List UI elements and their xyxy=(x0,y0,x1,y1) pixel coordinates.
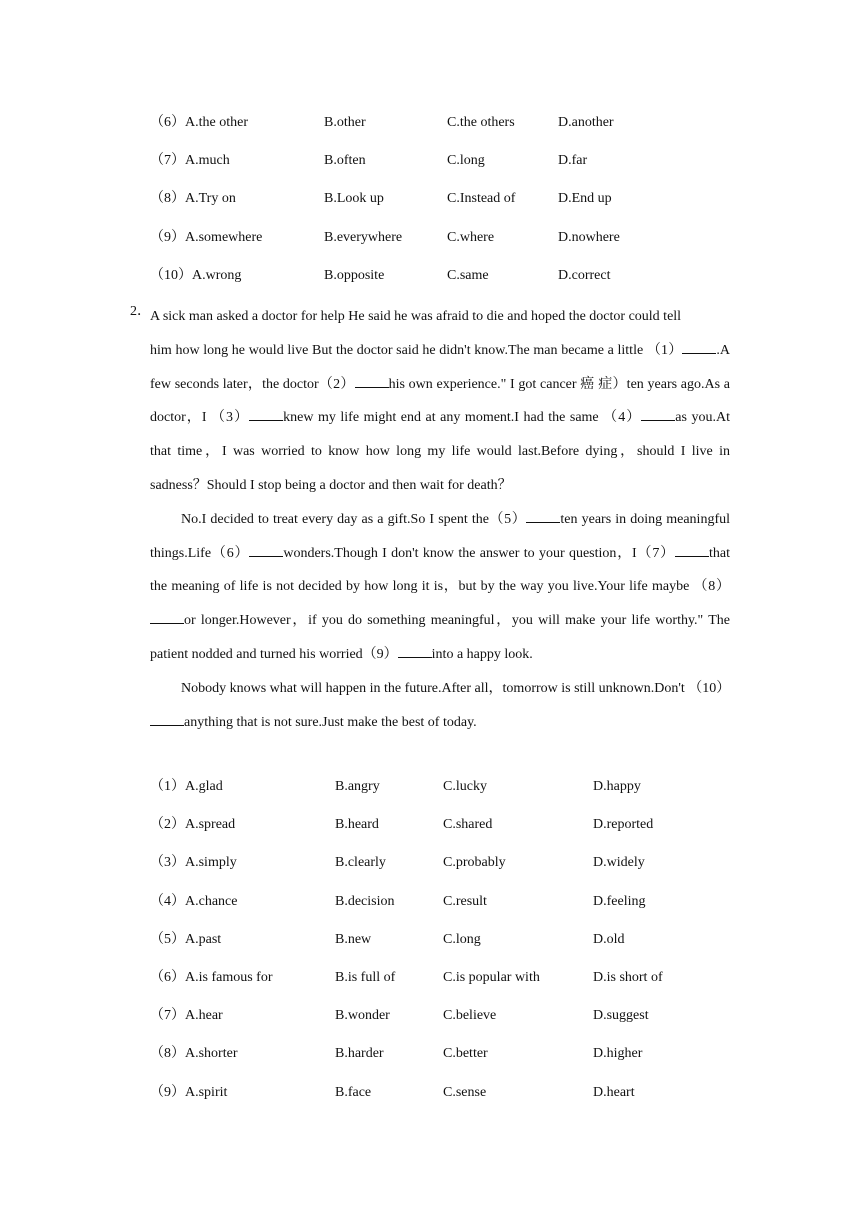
cloze-passage xyxy=(150,300,730,739)
option-b: B.other xyxy=(324,115,366,130)
passage-text: him how long he would live But the doctor said he didn't know.The man became a little （1） xyxy=(150,342,683,358)
question-number: 2． xyxy=(130,304,151,319)
option-a-text: A.past xyxy=(185,931,222,947)
option-row xyxy=(0,1007,860,1045)
option-b: B.clearly xyxy=(335,855,386,871)
option-c: C.long xyxy=(443,931,481,947)
option-b: B.opposite xyxy=(324,267,385,283)
option-b: B.angry xyxy=(335,779,380,794)
answer-blank xyxy=(526,508,560,523)
answer-blank xyxy=(150,609,184,624)
option-number: （9） xyxy=(150,1084,185,1100)
option-b: B.face xyxy=(335,1084,372,1100)
option-number: （6） xyxy=(150,115,185,130)
option-number: （5） xyxy=(150,931,185,947)
passage-paragraph-2 xyxy=(150,503,730,672)
option-c: C.where xyxy=(447,229,495,245)
option-a-text: A.somewhere xyxy=(185,229,263,245)
option-a xyxy=(150,267,241,285)
option-c: C.better xyxy=(443,1046,488,1062)
option-row xyxy=(0,1045,860,1083)
options-set-1 xyxy=(0,114,860,305)
option-c: C.long xyxy=(447,153,485,169)
passage-text: knew my life might end at any moment.I had the same （4） xyxy=(283,410,642,426)
option-a xyxy=(150,854,237,872)
passage-text: his own experience." I got cancer 癌 症）ten years ago.As a doctor，I （3） xyxy=(150,376,730,426)
option-c: C.sense xyxy=(443,1084,487,1100)
option-c: C.result xyxy=(443,893,487,909)
option-b: B.everywhere xyxy=(324,229,403,245)
option-a-text: A.chance xyxy=(185,893,238,909)
option-a xyxy=(150,1045,238,1063)
option-a-text: A.the other xyxy=(185,115,248,130)
option-a xyxy=(150,893,237,911)
option-d: D.nowhere xyxy=(558,229,620,245)
answer-blank xyxy=(355,373,389,388)
option-c: C.same xyxy=(447,267,489,283)
option-number: （3） xyxy=(150,855,185,871)
option-row xyxy=(0,114,860,152)
passage-text: as you.At that time，I was worried to know how long my life would last.Before dying，should I live in sadness？Should I stop being a doctor and then wait for death？ xyxy=(150,410,730,493)
passage-first-line: A sick man asked a doctor for help He said he was afraid to die and hoped the doctor could tell xyxy=(150,309,682,324)
option-row xyxy=(0,152,860,190)
option-a-text: A.shorter xyxy=(185,1046,238,1062)
option-a xyxy=(150,931,221,949)
option-row xyxy=(0,931,860,969)
option-a-text: A.simply xyxy=(185,855,237,871)
option-a-text: A.much xyxy=(185,153,230,169)
option-b: B.new xyxy=(335,931,372,947)
option-number: （7） xyxy=(150,153,185,169)
option-d: D.widely xyxy=(593,855,645,871)
passage-text: ten years in doing meaningful things.Life（6） xyxy=(150,511,730,561)
option-a-text: A.Try on xyxy=(185,191,236,207)
passage-text: .A few seconds later，the doctor（2） xyxy=(150,342,730,392)
passage-paragraph-3 xyxy=(150,672,730,740)
option-number: （10） xyxy=(150,267,192,283)
answer-blank xyxy=(682,339,716,354)
option-d: D.heart xyxy=(593,1084,635,1100)
option-row xyxy=(0,969,860,1007)
option-number: （7） xyxy=(150,1008,185,1024)
option-number: （6） xyxy=(150,969,185,985)
option-a xyxy=(150,816,235,834)
option-a-text: A.spirit xyxy=(185,1084,228,1100)
option-a xyxy=(150,152,230,170)
option-d: D.another xyxy=(558,115,614,130)
option-row xyxy=(0,893,860,931)
answer-blank xyxy=(150,711,184,726)
option-d: D.End up xyxy=(558,191,612,207)
option-d: D.happy xyxy=(593,779,641,794)
option-d: D.suggest xyxy=(593,1008,649,1024)
option-a xyxy=(150,1007,223,1025)
option-b: B.Look up xyxy=(324,191,384,207)
option-d: D.old xyxy=(593,931,625,947)
option-row xyxy=(0,190,860,228)
option-c: C.the others xyxy=(447,115,515,130)
option-a xyxy=(150,1084,227,1102)
option-a-text: A.is famous for xyxy=(185,969,273,985)
answer-blank xyxy=(249,406,283,421)
option-number: （1） xyxy=(150,779,185,794)
answer-blank xyxy=(398,643,432,658)
option-a-text: A.hear xyxy=(185,1008,223,1024)
passage-text: No.I decided to treat every day as a gift.So I spent the（5） xyxy=(181,511,527,527)
option-c: C.probably xyxy=(443,855,506,871)
option-a xyxy=(150,778,223,796)
option-number: （9） xyxy=(150,229,185,245)
option-c: C.is popular with xyxy=(443,969,540,985)
passage-text: wonders.Though I don't know the answer to your question，I（7） xyxy=(283,545,676,561)
option-c: C.shared xyxy=(443,817,493,833)
option-a xyxy=(150,229,262,247)
option-d: D.reported xyxy=(593,817,654,833)
option-d: D.higher xyxy=(593,1046,643,1062)
option-c: C.Instead of xyxy=(447,191,516,207)
option-c: C.believe xyxy=(443,1008,497,1024)
option-row xyxy=(0,854,860,892)
option-row xyxy=(0,816,860,854)
option-a-text: A.wrong xyxy=(192,267,242,283)
option-b: B.often xyxy=(324,153,366,169)
options-set-2 xyxy=(0,778,860,1122)
option-row xyxy=(0,229,860,267)
option-b: B.heard xyxy=(335,817,379,833)
option-b: B.harder xyxy=(335,1046,384,1062)
option-d: D.feeling xyxy=(593,893,646,909)
answer-blank xyxy=(641,406,675,421)
option-d: D.is short of xyxy=(593,969,663,985)
option-a xyxy=(150,190,236,208)
passage-text: anything that is not sure.Just make the best of today. xyxy=(184,714,477,730)
option-row xyxy=(0,1084,860,1122)
option-a-text: A.glad xyxy=(185,779,223,794)
answer-blank xyxy=(249,542,283,557)
option-c: C.lucky xyxy=(443,779,487,794)
option-row xyxy=(0,778,860,816)
option-a xyxy=(150,114,248,132)
passage-paragraph-1 xyxy=(150,334,730,503)
option-d: D.correct xyxy=(558,267,611,283)
option-number: （8） xyxy=(150,191,185,207)
option-d: D.far xyxy=(558,153,588,169)
option-a-text: A.spread xyxy=(185,817,236,833)
passage-text: Nobody knows what will happen in the future.After all，tomorrow is still unknown.Don't （10） xyxy=(181,680,731,696)
option-b: B.decision xyxy=(335,893,395,909)
option-a xyxy=(150,969,273,987)
option-number: （4） xyxy=(150,893,185,909)
option-number: （8） xyxy=(150,1046,185,1062)
option-b: B.wonder xyxy=(335,1008,390,1024)
option-number: （2） xyxy=(150,817,185,833)
passage-text: into a happy look. xyxy=(431,646,533,662)
option-b: B.is full of xyxy=(335,969,396,985)
passage-text: or longer.However，if you do something meaningful，you will make your life worthy." The patient nodded and turned his worried（9） xyxy=(150,613,730,662)
passage-text: that the meaning of life is not decided by how long it is，but by the way you live.Your life maybe （8） xyxy=(150,545,731,595)
answer-blank xyxy=(675,542,709,557)
